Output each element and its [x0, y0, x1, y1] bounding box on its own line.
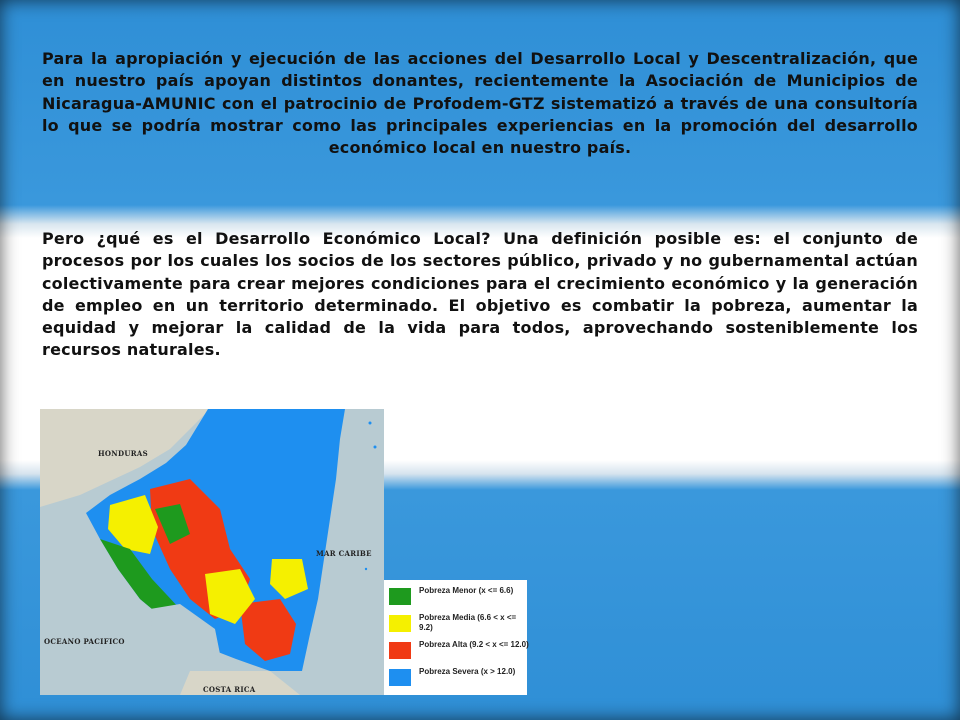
map-label-mar-caribe: MAR CARIBE — [316, 549, 372, 558]
island — [365, 568, 367, 570]
poverty-map — [40, 409, 384, 695]
paragraph-definition: Pero ¿qué es el Desarrollo Económico Local? Una definición posible es: el conjunto de procesos por los cuales los socios de los sectores público, privado y no gubernamental actúan colectivamente para crear mejores condiciones para el crecimiento económico y la generación de empleo en un territorio determinado. El objetivo es combatir la pobreza, aumentar la equidad y mejorar la calidad de la vida para todos, aprovechando sosteniblemente los recursos naturales. — [42, 229, 918, 360]
legend-item-severa — [389, 667, 527, 693]
map-label-costa-rica: COSTA RICA — [203, 685, 256, 694]
legend-label: Pobreza Media (6.6 < x <= 9.2) — [419, 613, 517, 632]
paragraph-intro: Para la apropiación y ejecución de las acciones del Desarrollo Local y Descentralización, que en nuestro país apoyan distintos donantes, recientemente la Asociación de Municipios de Nicaragua-AMUNIC con el patrocinio de Profodem-GTZ sistematizó a través de una consultoría lo que se podría mostrar como las principales experiencias en la promoción del desarrollo económico local en nuestro país. — [42, 49, 918, 158]
legend-swatch — [389, 588, 411, 605]
legend-item-menor — [389, 586, 527, 612]
legend-label: Pobreza Menor (x <= 6.6) — [419, 586, 514, 595]
legend-label: Pobreza Severa (x > 12.0) — [419, 667, 516, 676]
legend-swatch — [389, 642, 411, 659]
legend-swatch — [389, 615, 411, 632]
map-legend — [384, 580, 527, 695]
legend-item-alta — [389, 640, 527, 666]
legend-swatch — [389, 669, 411, 686]
map-label-oceano-pacifico: OCEANO PACIFICO — [44, 637, 125, 646]
island — [369, 422, 372, 425]
island — [374, 446, 377, 449]
legend-label: Pobreza Alta (9.2 < x <= 12.0) — [419, 640, 529, 649]
legend-item-media — [389, 613, 527, 639]
map-label-honduras: HONDURAS — [98, 449, 148, 458]
